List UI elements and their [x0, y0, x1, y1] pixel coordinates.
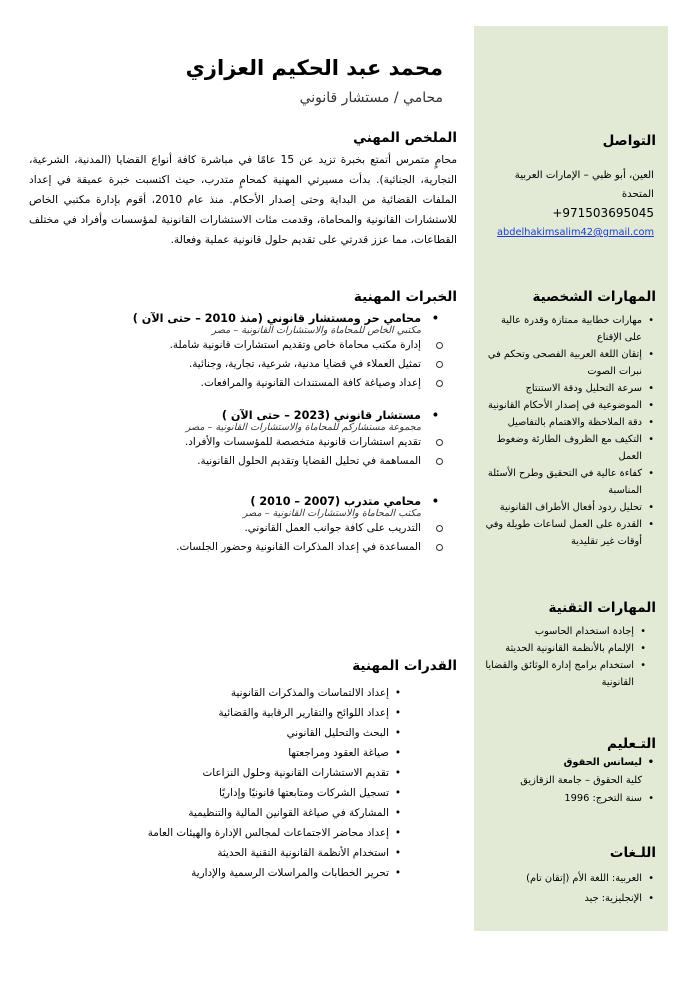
contact-heading: التواصل: [602, 133, 656, 149]
list-item: • إتقان اللغة العربية الفصحى وتحكم في نبرات الصوت: [484, 346, 654, 380]
list-item: • التكيف مع الظروف الطارئة وضغوط العمل: [484, 431, 654, 465]
list-item: • استخدام برامج إدارة الوثائق والقضايا القانونية: [484, 657, 646, 691]
contact-address: العين، أبو ظبي – الإمارات العربية المتحدة: [514, 170, 654, 200]
tech-skills-heading: المهارات التقنية: [548, 600, 656, 616]
person-title: محامي / مستشار قانوني: [299, 90, 443, 106]
education-block: [484, 754, 654, 808]
summary-heading: الملخص المهني: [353, 130, 457, 146]
personal-skills-list: [484, 312, 654, 550]
job-tasks: [43, 519, 443, 557]
list-item: • إعداد محاضر الاجتماعات لمجالس الإدارة والهيئات العامة: [31, 823, 401, 843]
contact-email-link[interactable]: abdelhakimsalim42@gmail.com: [497, 227, 654, 238]
list-item: • استخدام الأنظمة القانونية التقنية الحديثة: [31, 843, 401, 863]
list-item: • الإنجليزية: جيد: [484, 889, 654, 909]
job-org: مكتب المحاماة والاستشارات القانونية – مصر: [242, 508, 421, 519]
list-item: التدريب على كافة جوانب العمل القانوني.: [43, 519, 443, 538]
experience-job: [43, 495, 443, 557]
list-item: • صياغة العقود ومراجعتها: [31, 743, 401, 763]
list-item: • الموضوعية في إصدار الأحكام القانونية: [484, 397, 654, 414]
list-item: • تقديم الاستشارات القانونية وحلول النزاعات: [31, 763, 401, 783]
education-heading: التـعليم: [606, 736, 656, 752]
list-item: • القدرة على العمل لساعات طويلة وفي أوقات غير تقليدية: [484, 516, 654, 550]
list-item: • إعداد الالتماسات والمذكرات القانونية: [31, 683, 401, 703]
languages-list: [484, 869, 654, 909]
contact-block: [484, 166, 654, 242]
job-org: مجموعة مستشاركم للمحاماة والاستشارات القانونية – مصر: [185, 422, 421, 433]
list-item: • الإلمام بالأنظمة القانونية الحديثة: [484, 640, 646, 657]
list-item: تمثيل العملاء في قضايا مدنية، شرعية، تجارية، وجنائية.: [43, 355, 443, 374]
list-item: • إعداد اللوائح والتقارير الرقابية والقضائية: [31, 703, 401, 723]
list-item: • البحث والتحليل القانوني: [31, 723, 401, 743]
list-item: المساعدة في إعداد المذكرات القانونية وحضور الجلسات.: [43, 538, 443, 557]
contact-phone: +971503695045: [552, 206, 654, 220]
person-name: محمد عبد الحكيم العزازي: [185, 56, 443, 80]
list-item: • إجادة استخدام الحاسوب: [484, 623, 646, 640]
list-item: • دقة الملاحظة والاهتمام بالتفاصيل: [484, 414, 654, 431]
capabilities-heading: القدرات المهنية: [352, 658, 457, 674]
list-item: تقديم استشارات قانونية متخصصة للمؤسسات والأفراد.: [43, 433, 443, 452]
education-school: كلية الحقوق – جامعة الزقازيق: [520, 775, 642, 786]
capabilities-list: [31, 683, 401, 883]
list-item: • تسجيل الشركات ومتابعتها قانونيًا وإداريًا: [31, 783, 401, 803]
job-tasks: [43, 433, 443, 471]
tech-skills-list: [484, 623, 646, 691]
job-tasks: [43, 336, 443, 393]
summary-text: محامٍ متمرس أتمتع بخبرة تزيد عن 15 عامًا في مباشرة كافة أنواع القضايا (المدنية، الشرعية، التجارية، الجنائية). بدأت مسيرتي المهنية كمحامٍ متدرب، حيث اكتسبت خبرة عميقة في إعداد الملفات القضائية من البداية وحتى إصدار الأحكام. منذ عام 2010، أقوم بإدارة مكتبي الخاص للاستشارات القانونية والمحاماة، وقدمت مئات الاستشارات القانونية لمؤسسات وأفراد في مختلف القطاعات، مما عزز قدرتي على تقديم حلول قانونية عملية وفعالة.: [29, 154, 457, 246]
list-item: إدارة مكتب محاماة خاص وتقديم استشارات قانونية شاملة.: [43, 336, 443, 355]
list-item: • المشاركة في صياغة القوانين المالية والتنظيمية: [31, 803, 401, 823]
languages-heading: اللـغات: [609, 845, 656, 861]
list-item: إعداد وصياغة كافة المستندات القانونية والمرافعات.: [43, 374, 443, 393]
education-degree: • ليسانس الحقوق: [484, 754, 654, 772]
job-org: مكتبي الخاص للمحاماة والاستشارات القانونية – مصر: [211, 325, 421, 336]
job-title: • محامي حر ومستشار قانوني (منذ 2010 – حتى الآن ): [43, 312, 443, 325]
job-title: • مستشار قانوني (2023 – حتى الآن ): [43, 409, 443, 422]
list-item: • العربية: اللغة الأم (إتقان تام): [484, 869, 654, 889]
list-item: المساهمة في تحليل القضايا وتقديم الحلول القانونية.: [43, 452, 443, 471]
list-item: • تحرير الخطابات والمراسلات الرسمية والإدارية: [31, 863, 401, 883]
personal-skills-heading: المهارات الشخصية: [532, 289, 656, 305]
list-item: • مهارات خطابية ممتازة وقدرة عالية على الإقناع: [484, 312, 654, 346]
experience-list: [43, 312, 443, 557]
list-item: • سرعة التحليل ودقة الاستنتاج: [484, 380, 654, 397]
job-title: • محامي متدرب (2007 – 2010 ): [43, 495, 443, 508]
list-item: • تحليل ردود أفعال الأطراف القانونية: [484, 499, 654, 516]
list-item: • كفاءة عالية في التحقيق وطرح الأسئلة المناسبة: [484, 465, 654, 499]
experience-heading: الخبرات المهنية: [353, 289, 457, 305]
experience-job: [43, 409, 443, 471]
experience-job: [43, 312, 443, 393]
education-year: • سنة التخرج: 1996: [484, 790, 654, 808]
sidebar: [474, 26, 668, 931]
